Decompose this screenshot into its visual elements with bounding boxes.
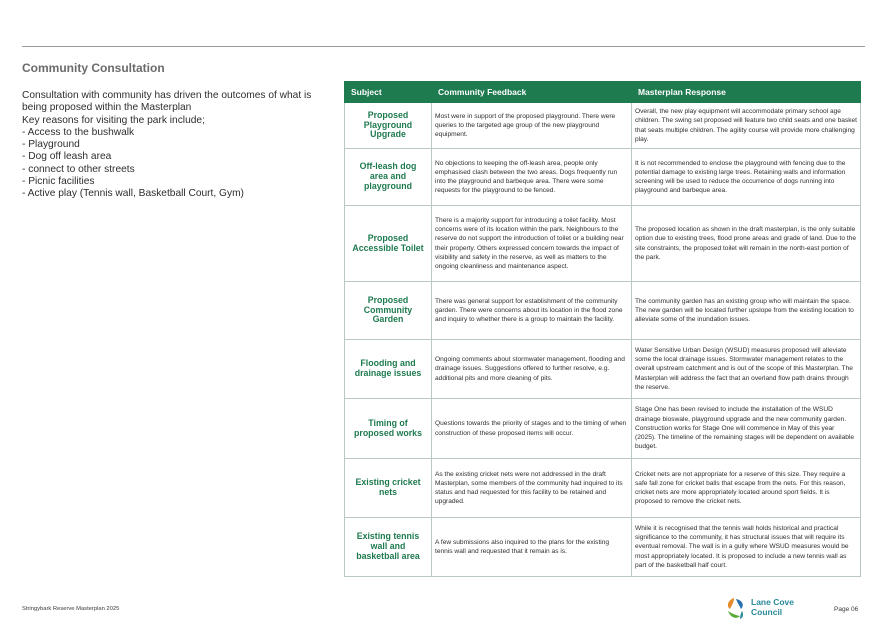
- table-row: [345, 459, 861, 518]
- row-subject: Existing cricket nets: [345, 459, 432, 518]
- row-feedback: There was general support for establishment of the community garden. There were concerns about its location in the flood zone and inquiry to whether there is a group to maintain the facility.: [432, 282, 632, 340]
- row-feedback: Most were in support of the proposed playground. There were queries to the targeted age group of the new playground equipment.: [432, 103, 632, 149]
- logo-line-1: Lane Cove: [751, 597, 794, 607]
- row-response: Overall, the new play equipment will accommodate primary school age children. The swing set proposed will feature two child seats and one basket that seats multiple children. The agility course will provide more challenging play.: [632, 103, 861, 149]
- table-row: [345, 340, 861, 399]
- table-row: [345, 103, 861, 149]
- row-feedback: Ongoing comments about stormwater management, flooding and drainage issues. Suggestions offered to further resolve, e.g. additional pits and more cleaning of pits.: [432, 340, 632, 399]
- row-feedback: As the existing cricket nets were not addressed in the draft Masterplan, some members of the community had inquired to its status and had requested for this facility to be retained and upgraded.: [432, 459, 632, 518]
- list-item: - Dog off leash area: [22, 151, 322, 163]
- row-response: The proposed location as shown in the draft masterplan, is the only suitable option due to existing trees, flood prone areas and grade of land. Due to the site constraints, the proposed toilet will remain in the north-east portion of the park.: [632, 206, 861, 282]
- row-response: Stage One has been revised to include the installation of the WSUD drainage bioswale, playground upgrade and the new community garden. Construction works for Stage One will commence in May of this year (2025). The timeline of the remaining stages will be dependent on available budget.: [632, 399, 861, 459]
- header-feedback: Community Feedback: [432, 82, 632, 103]
- table-row: [345, 282, 861, 340]
- list-item: - connect to other streets: [22, 164, 322, 176]
- intro-paragraph: Consultation with community has driven the outcomes of what is being proposed within the Masterplan: [22, 90, 312, 114]
- consultation-table: [344, 81, 861, 577]
- row-subject: Flooding and drainage issues: [345, 340, 432, 399]
- row-subject: Existing tennis wall and basketball area: [345, 518, 432, 577]
- header-response: Masterplan Response: [632, 82, 861, 103]
- top-divider: [22, 46, 865, 47]
- logo-line-2: Council: [751, 607, 783, 617]
- table-header-row: [345, 82, 861, 103]
- row-response: Cricket nets are not appropriate for a reserve of this size. They require a safe fall zone for cricket balls that escape from the nets. For this reason, cricket nets are more appropriately located around sport fields. It is proposed to remove the cricket nets.: [632, 459, 861, 518]
- row-response: While it is recognised that the tennis wall holds historical and practical significance to the community, it has structural issues that will require its eventual removal. The wall is in a gully where WSUD measures would be most appropriately located. It is proposed to include a new tennis wall as part of the basketball half court.: [632, 518, 861, 577]
- row-response: The community garden has an existing group who will maintain the space. The new garden will be located further upslope from the existing location to alleviate some of the inundation issues.: [632, 282, 861, 340]
- list-item: - Playground: [22, 139, 322, 151]
- header-subject: Subject: [345, 82, 432, 103]
- logo-wordmark: [751, 597, 794, 617]
- row-feedback: Questions towards the priority of stages and to the timing of when construction of these proposed items will occur.: [432, 399, 632, 459]
- row-subject: Proposed Community Garden: [345, 282, 432, 340]
- row-feedback: No objections to keeping the off-leash area, people only emphasised clash between the two areas. Dogs frequently run into the playground and barbeque area. There were some requests for the playground to be fenced.: [432, 149, 632, 206]
- document-title: Stringybark Reserve Masterplan 2025: [22, 606, 120, 612]
- intro-text: [22, 90, 322, 201]
- list-item: - Picnic facilities: [22, 176, 322, 188]
- row-response: It is not recommended to enclose the playground with fencing due to the potential damage to existing large trees. Retaining walls and information screening will be used to reduce the occurrence of dogs running into playground and barbeque area.: [632, 149, 861, 206]
- row-feedback: A few submissions also inquired to the plans for the existing tennis wall and requested that it remain as is.: [432, 518, 632, 577]
- consultation-table-wrapper: [344, 81, 860, 577]
- table-row: [345, 518, 861, 577]
- list-item: - Active play (Tennis wall, Basketball Court, Gym): [22, 188, 322, 200]
- table-row: [345, 149, 861, 206]
- table-row: [345, 399, 861, 459]
- list-item: - Access to the bushwalk: [22, 127, 322, 139]
- row-subject: Proposed Accessible Toilet: [345, 206, 432, 282]
- council-logo: [722, 596, 842, 622]
- page-number: Page 06: [834, 606, 859, 613]
- page-title: Community Consultation: [22, 61, 165, 75]
- table-row: [345, 206, 861, 282]
- row-subject: Off-leash dog area and playground: [345, 149, 432, 206]
- intro-reasons-heading: Key reasons for visiting the park include;: [22, 114, 205, 126]
- row-subject: Proposed Playground Upgrade: [345, 103, 432, 149]
- row-response: Water Sensitive Urban Design (WSUD) measures proposed will alleviate some the local drainage issues. Stormwater management relates to the overall upstream catchment and is out of the scope of this Masterplan. The Masterplan will address the fact that an overland flow path drains through the reserve.: [632, 340, 861, 399]
- leaf-logo-icon: [722, 596, 748, 622]
- row-subject: Timing of proposed works: [345, 399, 432, 459]
- row-feedback: There is a majority support for introducing a toilet facility. Most concerns were of its location within the park. Neighbours to the reserve do not support the introduction of toilet or a building near their property. Others expressed concern towards the impact of visibility and safety in the reserve, as well as matters to the ongoing cleanliness and maintenance aspect.: [432, 206, 632, 282]
- reasons-list: [22, 127, 322, 201]
